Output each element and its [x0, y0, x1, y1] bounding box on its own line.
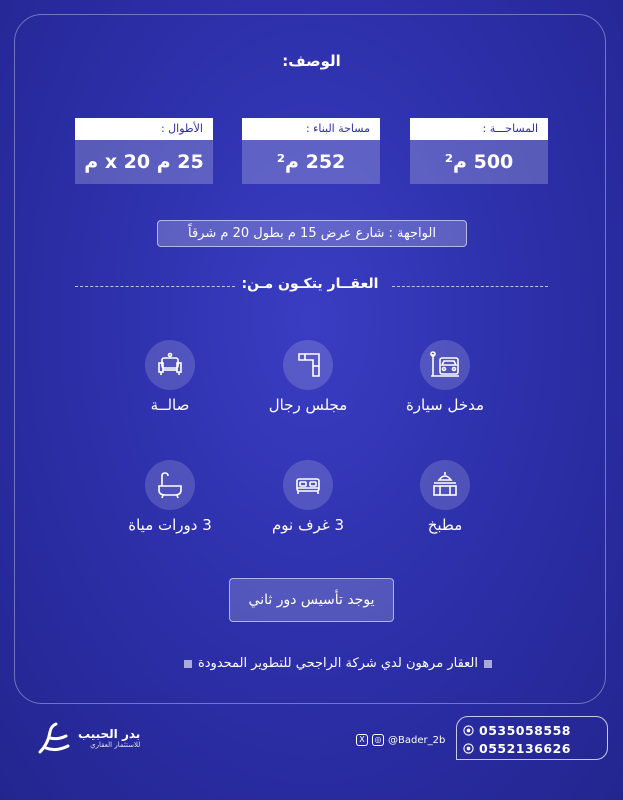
feature-label: 3 دورات مياة	[128, 516, 212, 534]
divider-right	[392, 286, 548, 287]
stat-area	[410, 118, 548, 184]
mortgage-note	[140, 656, 492, 671]
second-floor-note: يوجد تأسيس دور ثاني	[229, 578, 394, 622]
phone-row[interactable]	[463, 739, 601, 757]
stat-area-label: المساحـــة :	[410, 118, 548, 140]
consists-title: العقــار يتكـون مـن:	[241, 276, 379, 292]
facade-info: الواجهة : شارع عرض 15 م بطول 20 م شرقاً	[157, 220, 467, 247]
mortgage-text: العقار مرهون لدي شركة الراجحي للتطوير المحدودة	[197, 656, 478, 671]
whatsapp-icon	[463, 743, 474, 754]
armchair-icon	[145, 340, 195, 390]
bullet-square	[184, 660, 192, 668]
feature-label: مجلس رجال	[268, 396, 348, 414]
feature-bedrooms	[238, 460, 378, 534]
feature-bathrooms	[100, 460, 240, 534]
social-handle[interactable]: @Bader_2b	[388, 734, 446, 746]
feature-label: صالــة	[150, 396, 190, 414]
feature-label: مدخل سيارة	[405, 396, 485, 414]
brand-subtitle: للاستثمار العقاري	[90, 741, 141, 749]
stat-area-value: 500 م²	[410, 140, 548, 184]
sofa-corner-icon	[283, 340, 333, 390]
phone-box	[456, 716, 608, 760]
bed-icon	[283, 460, 333, 510]
brand-calligraphy-icon	[36, 718, 72, 758]
instagram-icon[interactable]: ◎	[372, 734, 384, 746]
x-twitter-icon[interactable]: X	[356, 734, 368, 746]
feature-car-entrance	[375, 340, 515, 414]
feature-hall	[100, 340, 240, 414]
car-garage-icon	[420, 340, 470, 390]
brand-name: بدر الحبيب	[78, 727, 141, 741]
stat-building-area	[242, 118, 380, 184]
divider-left	[75, 286, 235, 287]
phone-number-2[interactable]: 0552136626	[479, 740, 571, 756]
feature-mens-majlis	[238, 340, 378, 414]
phone-row[interactable]	[463, 721, 601, 739]
kitchen-icon	[420, 460, 470, 510]
feature-kitchen	[375, 460, 515, 534]
bullet-square	[484, 660, 492, 668]
stat-building-area-value: 252 م²	[242, 140, 380, 184]
feature-label: 3 غرف نوم	[272, 516, 344, 534]
whatsapp-icon	[463, 725, 474, 736]
bathtub-icon	[145, 460, 195, 510]
stat-building-area-label: مساحة البناء :	[242, 118, 380, 140]
social-links	[356, 734, 445, 746]
stat-dimensions-value: 25 م x 20 م	[75, 140, 213, 184]
stat-dimensions	[75, 118, 213, 184]
brand-logo	[36, 718, 140, 758]
description-title: الوصف:	[282, 52, 341, 70]
stat-dimensions-label: الأطوال :	[75, 118, 213, 140]
feature-label: مطبخ	[427, 516, 463, 534]
phone-number-1[interactable]: 0535058558	[479, 722, 571, 738]
